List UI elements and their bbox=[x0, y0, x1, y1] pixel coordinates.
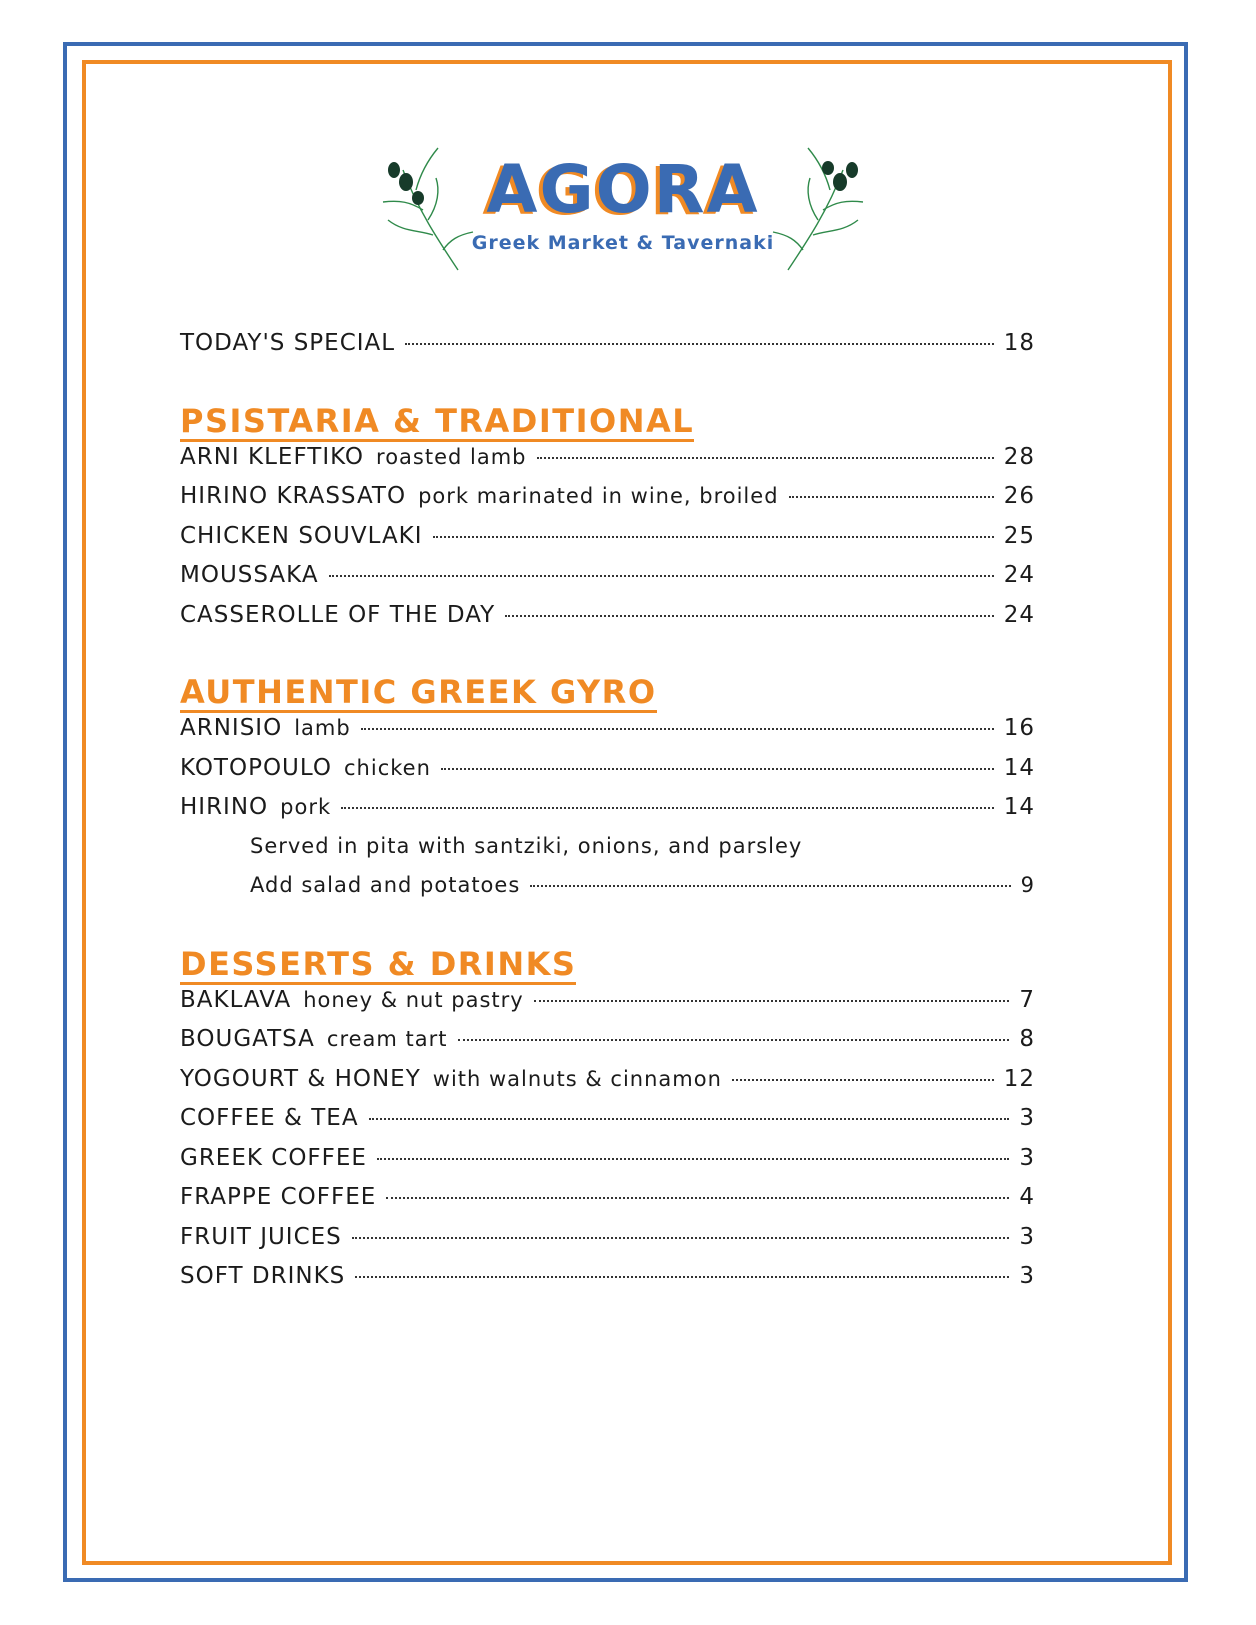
gyro-addon bbox=[180, 873, 1035, 913]
dot-leader bbox=[369, 1118, 1010, 1120]
dot-leader bbox=[732, 1079, 994, 1081]
menu-item bbox=[180, 444, 1035, 484]
item-name: BAKLAVA bbox=[180, 986, 292, 1013]
menu-item-special bbox=[180, 330, 1035, 370]
section-gyro bbox=[180, 641, 1035, 913]
section-psistaria bbox=[180, 370, 1035, 642]
dot-leader bbox=[361, 728, 994, 730]
menu bbox=[180, 330, 1035, 1303]
menu-item bbox=[180, 1145, 1035, 1185]
item-price: 24 bbox=[1003, 562, 1035, 588]
section-heading: DESSERTS & DRINKS bbox=[180, 944, 577, 983]
item-name: CHICKEN SOUVLAKI bbox=[180, 522, 423, 549]
item-name: HIRINO KRASSATO bbox=[180, 483, 407, 509]
item-price: 28 bbox=[1003, 443, 1035, 470]
dot-leader bbox=[352, 1237, 1010, 1239]
item-price: 14 bbox=[1003, 754, 1035, 781]
menu-item bbox=[180, 483, 1035, 523]
item-desc: pork marinated in wine, broiled bbox=[418, 484, 779, 508]
dot-leader bbox=[537, 457, 994, 459]
section-heading: AUTHENTIC GREEK GYRO bbox=[180, 673, 657, 711]
dot-leader bbox=[377, 1158, 1009, 1160]
item-price: 25 bbox=[1003, 522, 1035, 549]
dot-leader bbox=[355, 1276, 1009, 1278]
menu-item bbox=[180, 1105, 1035, 1145]
item-desc: lamb bbox=[294, 716, 351, 740]
item-name: YOGOURT & HONEY bbox=[180, 1065, 421, 1092]
item-price: 24 bbox=[1003, 601, 1035, 628]
menu-item bbox=[180, 755, 1035, 795]
item-name: SOFT DRINKS bbox=[180, 1263, 346, 1289]
dot-leader bbox=[458, 1039, 1010, 1041]
section-desserts bbox=[180, 913, 1035, 1303]
item-name: CASSEROLLE OF THE DAY bbox=[180, 601, 496, 628]
gyro-note bbox=[180, 834, 1035, 874]
dot-leader bbox=[341, 807, 994, 809]
menu-item bbox=[180, 715, 1035, 755]
menu-item bbox=[180, 794, 1035, 834]
item-name: GREEK COFFEE bbox=[180, 1144, 367, 1171]
dot-leader bbox=[386, 1197, 1009, 1199]
section-heading: PSISTARIA & TRADITIONAL bbox=[180, 401, 695, 440]
item-desc: roasted lamb bbox=[376, 444, 527, 469]
item-name: ARNISIO bbox=[180, 715, 283, 741]
logo bbox=[378, 140, 868, 290]
item-name: KOTOPOULO bbox=[180, 754, 332, 781]
dot-leader bbox=[441, 768, 994, 770]
menu-item bbox=[180, 1224, 1035, 1264]
olive-branch-left-icon bbox=[378, 140, 478, 280]
note-text: Served in pita with santziki, onions, and parsley bbox=[250, 833, 803, 858]
menu-item bbox=[180, 562, 1035, 602]
item-desc: cream tart bbox=[326, 1027, 448, 1051]
item-name: ARNI KLEFTIKO bbox=[180, 443, 365, 470]
dot-leader bbox=[433, 536, 994, 538]
item-name: FRUIT JUICES bbox=[180, 1223, 342, 1250]
item-name: HIRINO bbox=[180, 794, 269, 820]
item-price: 14 bbox=[1003, 794, 1035, 820]
item-desc: chicken bbox=[344, 755, 431, 780]
item-desc: pork bbox=[280, 795, 332, 819]
item-price: 16 bbox=[1003, 715, 1035, 741]
item-name: Add salad and potatoes bbox=[250, 873, 521, 897]
dot-leader bbox=[329, 575, 994, 577]
item-price: 9 bbox=[1020, 873, 1035, 897]
item-price: 3 bbox=[1019, 1223, 1035, 1250]
menu-item bbox=[180, 1263, 1035, 1303]
brand-title: AGORA bbox=[486, 151, 760, 228]
dot-leader bbox=[789, 496, 994, 498]
item-name: FRAPPE COFFEE bbox=[180, 1184, 377, 1210]
item-price: 18 bbox=[1003, 330, 1035, 356]
item-price: 4 bbox=[1019, 1184, 1035, 1210]
dot-leader bbox=[405, 343, 994, 345]
item-desc: honey & nut pastry bbox=[303, 987, 524, 1012]
item-price: 12 bbox=[1003, 1065, 1035, 1092]
menu-item bbox=[180, 1026, 1035, 1066]
dot-leader bbox=[534, 1000, 1010, 1002]
item-name: BOUGATSA bbox=[180, 1026, 315, 1052]
dot-leader bbox=[505, 615, 994, 617]
item-price: 8 bbox=[1019, 1026, 1035, 1052]
menu-item bbox=[180, 523, 1035, 563]
menu-item bbox=[180, 1184, 1035, 1224]
menu-item bbox=[180, 602, 1035, 642]
item-name: MOUSSAKA bbox=[180, 562, 319, 588]
item-price: 26 bbox=[1003, 483, 1035, 509]
menu-item bbox=[180, 1066, 1035, 1106]
item-price: 3 bbox=[1019, 1144, 1035, 1171]
item-price: 3 bbox=[1019, 1263, 1035, 1289]
brand-tagline: Greek Market & Tavernaki bbox=[471, 232, 775, 254]
item-desc: with walnuts & cinnamon bbox=[432, 1066, 722, 1091]
menu-item bbox=[180, 987, 1035, 1027]
dot-leader bbox=[530, 885, 1010, 887]
item-price: 3 bbox=[1019, 1105, 1035, 1131]
olive-branch-right-icon bbox=[768, 140, 868, 280]
item-price: 7 bbox=[1019, 986, 1035, 1013]
item-name: TODAY'S SPECIAL bbox=[180, 330, 396, 356]
item-name: COFFEE & TEA bbox=[180, 1105, 359, 1131]
